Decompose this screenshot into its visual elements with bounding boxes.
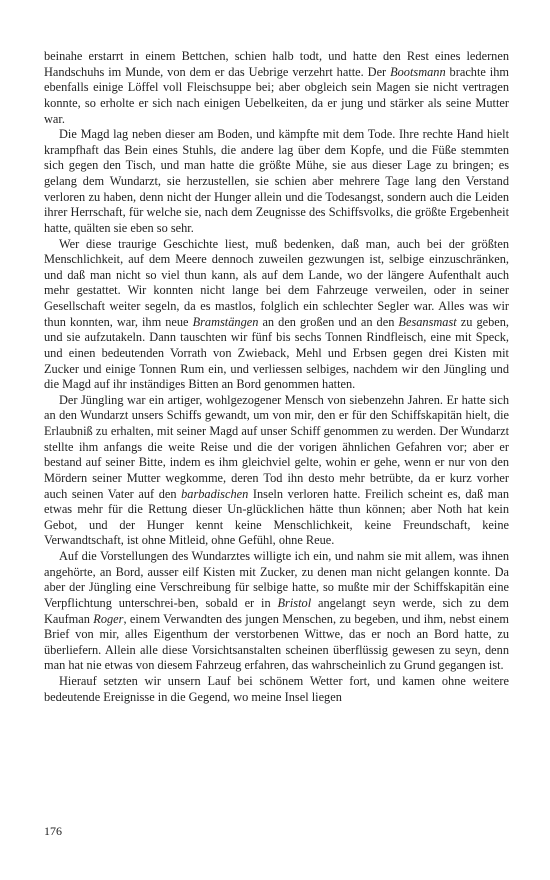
paragraph (44, 393, 509, 549)
text-run: Auf die Vorstellungen des Wundarztes willigte ich ein, und nahm sie mit allem, was ihnen angehörte, an Bord, ausser eilf Kisten mit Zucker, zu denen man nicht gelangen konnte. Da aber der Jüngling eine Verschreibung für selbige hatte, so mußte mir der Schiffskapitän eine Verpflichtung unterschrei-ben, sobald er in (44, 549, 509, 610)
italic-term: Besansmast (398, 314, 457, 329)
italic-term: Bootsmann (390, 64, 446, 79)
text-run: brachte ihm ebenfalls einige Löffel voll Fleischsuppe bei; aber obgleich sein Magen sie nicht vertragen konnte, so erholte er sich nach einigen Uebelkeiten, da er jung und stärker als seine Mutter war. (44, 64, 509, 126)
text-run: Inseln verloren hatte. Freilich scheint es, daß man etwas mehr für die Rettung dieser Un-glücklichen hätte thun können; aber Noth hat kein Gebot, und der Hunger kennt keine Menschlichkeit, keine Freundschaft, keine Verwandtschaft, ist ohne Mitleid, ohne Gefühl, ohne Reue. (44, 486, 510, 548)
paragraph (44, 549, 509, 674)
book-page-body (44, 49, 509, 705)
paragraph (44, 674, 509, 705)
italic-term: Roger (93, 611, 124, 626)
text-run: Die Magd lag neben dieser am Boden, und kämpfte mit dem Tode. Ihre rechte Hand hielt krampfhaft das Bein eines Stuhls, die andere lag über dem Kopfe, und die Füße stemmten sich gegen den Tisch, und man hatte die größte Mühe, sie aus dieser Lage zu bringen; es gelang dem Wundarzt, sie herzustellen, sie schien aber mehrere Tage lang den Verstand verloren zu haben, denn nicht der Hunger allein und die Todesangst, sondern auch die Leiden ihrer Herrschaft, für welche sie, nach dem Zeugnisse des Schiffsvolks, die größte Ergebenheit hatte, quälten sie eben so sehr. (44, 127, 509, 235)
text-run: beinahe erstarrt in einem Bettchen, schien halb todt, und hatte den Rest eines ledernen Handschuhs im Munde, von dem er das Uebrige verzehrt hatte. Der (44, 49, 509, 79)
text-run: Wer diese traurige Geschichte liest, muß bedenken, daß man, auch bei der größten Menschlichkeit, auf dem Meere dennoch zuweilen gezwungen ist, selbige einzuschränken, und daß man nicht so viel thun kann, als auf dem Lande, wo der längere Aufenthalt auch mehr gestattet. Wir konnten nicht lange bei dem Fahrzeuge verweilen, oder in seiner Gesellschaft weiter segeln, da es mastlos, folglich ein schlechter Segler war. Alles was wir thun konnten, war, ihm neue (44, 236, 509, 329)
page-number: 176 (44, 824, 62, 838)
text-run: angelangt seyn werde, sich zu dem Kaufman (44, 595, 509, 626)
italic-term: Bristol (277, 595, 312, 610)
text-run: , einem Verwandten des jungen Menschen, zu begeben, und ihm, nebst einem Brief von mir, alles Eigenthum der verstorbenen Wittwe, das er noch an Bord hatte, zu überliefern. Allein alle diese Vorsichtsanstalten scheinen überflüssig gewesen zu seyn, denn man hat nie etwas von diesem Fahrzeug erfahren, das wahrscheinlich zu Grund gegangen ist. (44, 611, 509, 673)
italic-term: Bramstängen (192, 314, 259, 329)
text-run: Hierauf setzten wir unsern Lauf bei schönem Wetter fort, und kamen ohne weitere bedeutende Ereignisse in die Gegend, wo meine Insel liegen (44, 674, 509, 704)
paragraph (44, 237, 509, 393)
paragraph (44, 49, 509, 127)
text-run: zu geben, und sie aufzutakeln. Dann tauschten wir fünf bis sechs Tonnen Rindfleisch, eine mit Speck, und einen bedeutenden Vorrath von Zwieback, Mehl und Erbsen gegen drei Kisten mit Zucker und einige Tonnen Rum ein, und verliessen selbiges, nachdem wir den Jüngling und die Magd auf ihr inständiges Bitten an Bord genommen hatten. (44, 314, 509, 392)
text-run: an den großen und an den (258, 314, 399, 329)
text-run: Der Jüngling war ein artiger, wohlgezogener Mensch von siebenzehn Jahren. Er hatte sich an den Wundarzt unsers Schiffs gewandt, um von mir, den er für den Schiffskapitän hielt, die Erlaubniß zu erhalten, mit seiner Magd auf unser Schiff genommen zu werden. Der Wundarzt stellte ihm anfangs die weite Reise und die der vorigen ähnlichen Gefahren vor; aber er bestand auf seiner Bitte, indem es ihm gleichviel gelte, wohin er gehe, wenn er nur von den Mördern seiner Mutter wegkomme, deren Tod ihn desto mehr betrübte, da er kurz vorher auch seinen Vater auf den (44, 392, 509, 501)
paragraph (44, 127, 509, 236)
italic-term: barbadischen (181, 486, 249, 501)
